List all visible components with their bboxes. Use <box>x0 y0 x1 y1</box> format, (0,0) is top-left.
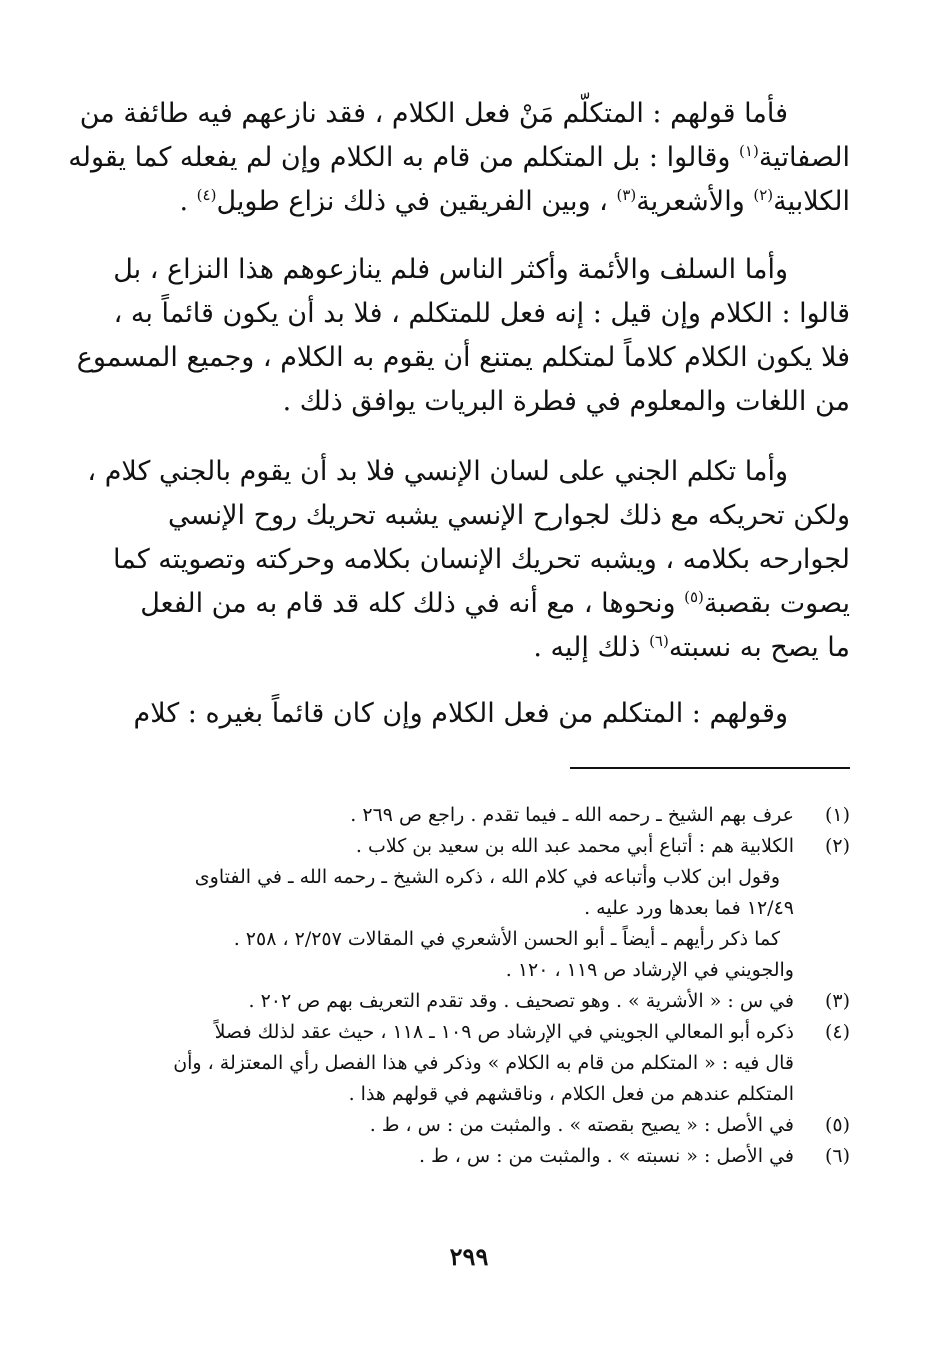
footnotes <box>150 800 850 1172</box>
footnote-number: (٦) <box>824 1145 850 1167</box>
footnote-ref: (٢) <box>753 186 774 204</box>
footnote-number: (١) <box>824 804 850 826</box>
footnote-line: الكلابية هم : أتباع أبي محمد عبد الله بن سعيد بن كلاب . <box>355 835 794 857</box>
text-line: ما يصح به نسبته$^{(٦)}$ ذلك إليه . <box>533 632 850 663</box>
footnote-2 <box>150 831 850 986</box>
footnote-line: والجويني في الإرشاد ص ١١٩ ، ١٢٠ . <box>505 959 794 981</box>
footnote-line: قال فيه : « المتكلم من قام به الكلام » وذكر في هذا الفصل رأي المعتزلة ، وأن <box>173 1052 794 1074</box>
text-line: وأما السلف والأئمة وأكثر الناس فلم ينازعوهم هذا النزاع ، بل <box>113 254 788 285</box>
footnote-line: ذكره أبو المعالي الجويني في الإرشاد ص ١٠٩ ـ ١١٨ ، حيث عقد لذلك فصلاً <box>214 1021 794 1043</box>
text-line: وأما تكلم الجني على لسان الإنسي فلا بد أن يقوم بالجني كلام ، <box>87 456 788 487</box>
footnote-line: في س : « الأشرية » . وهو تصحيف . وقد تقدم التعريف بهم ص ٢٠٢ . <box>248 990 794 1012</box>
text-line: قالوا : الكلام وإن قيل : إنه فعل للمتكلم ، فلا بد أن يكون قائماً به ، <box>113 298 850 329</box>
page-number: ٢٩٩ <box>449 1242 489 1271</box>
footnote-ref: (٤) <box>196 186 217 204</box>
footnote-number: (٥) <box>824 1114 850 1136</box>
footnote-text <box>150 986 802 1017</box>
footnote-line: المتكلم عندهم من فعل الكلام ، وناقشهم في قولهم هذا . <box>348 1083 794 1105</box>
text-line: ولكن تحريكه مع ذلك لجوارح الإنسي يشبه تحريك روح الإنسي <box>168 500 850 531</box>
footnote-text <box>150 831 802 986</box>
footnote-line: في الأصل : « نسبته » . والمثبت من : س ، ط . <box>419 1145 794 1167</box>
footnote-text <box>150 800 802 831</box>
footnote-ref: (٦) <box>649 632 669 650</box>
main-text <box>68 92 850 736</box>
paragraph-1 <box>68 92 850 224</box>
footnote-text <box>150 1141 802 1172</box>
footnote-4 <box>150 1017 850 1110</box>
footnote-ref: (١) <box>739 142 759 160</box>
text-line: الكلابية$^{(٢)}$ والأشعرية$^{(٣)}$ ، وبين الفريقين في ذلك نزاع طويل$^{(٤)}$ . <box>179 186 850 217</box>
paragraph-4 <box>133 692 850 736</box>
footnote-separator <box>570 767 850 769</box>
text-line: الصفاتية$^{(١)}$ وقالوا : بل المتكلم من قام به الكلام وإن لم يفعله كما يقوله <box>68 142 850 173</box>
footnote-line: عرف بهم الشيخ ـ رحمه الله ـ فيما تقدم . راجع ص ٢٦٩ . <box>350 804 794 826</box>
text-line: من اللغات والمعلوم في فطرة البريات يوافق ذلك . <box>282 386 850 417</box>
footnote-line: ١٢/٤٩ فما بعدها ورد عليه . <box>584 897 794 919</box>
footnote-text <box>150 1017 802 1110</box>
text-line: وقولهم : المتكلم من فعل الكلام وإن كان قائماً بغيره : كلام <box>133 698 788 729</box>
text-line: فأما قولهم : المتكلّم مَنْ فعل الكلام ، فقد نازعهم فيه طائفة من <box>79 98 788 129</box>
footnote-line: وقول ابن كلاب وأتباعه في كلام الله ، ذكره الشيخ ـ رحمه الله ـ في الفتاوى <box>194 866 780 888</box>
footnote-3 <box>150 986 850 1017</box>
footnote-line: في الأصل : « يصيح بقصته » . والمثبت من : س ، ط . <box>369 1114 794 1136</box>
footnote-1 <box>150 800 850 831</box>
footnote-number: (٣) <box>824 990 850 1012</box>
footnote-5 <box>150 1110 850 1141</box>
footnote-ref: (٣) <box>616 186 637 204</box>
footnote-text <box>150 1110 802 1141</box>
footnote-ref: (٥) <box>684 588 704 606</box>
paragraph-2 <box>76 248 850 424</box>
footnote-number: (٢) <box>824 835 850 857</box>
paragraph-3 <box>87 450 850 670</box>
text-line: يصوت بقصبة$^{(٥)}$ ونحوها ، مع أنه في ذلك كله قد قام به من الفعل <box>140 588 850 619</box>
footnote-line: كما ذكر رأيهم ـ أيضاً ـ أبو الحسن الأشعري في المقالات ٢/٢٥٧ ، ٢٥٨ . <box>233 928 780 950</box>
text-line: فلا يكون الكلام كلاماً لمتكلم يمتنع أن يقوم به الكلام ، وجميع المسموع <box>76 342 850 373</box>
footnote-number: (٤) <box>824 1021 850 1043</box>
footnote-6 <box>150 1141 850 1172</box>
text-line: لجوارحه بكلامه ، ويشبه تحريك الإنسان بكلامه وحركته وتصويته كما <box>113 544 850 575</box>
